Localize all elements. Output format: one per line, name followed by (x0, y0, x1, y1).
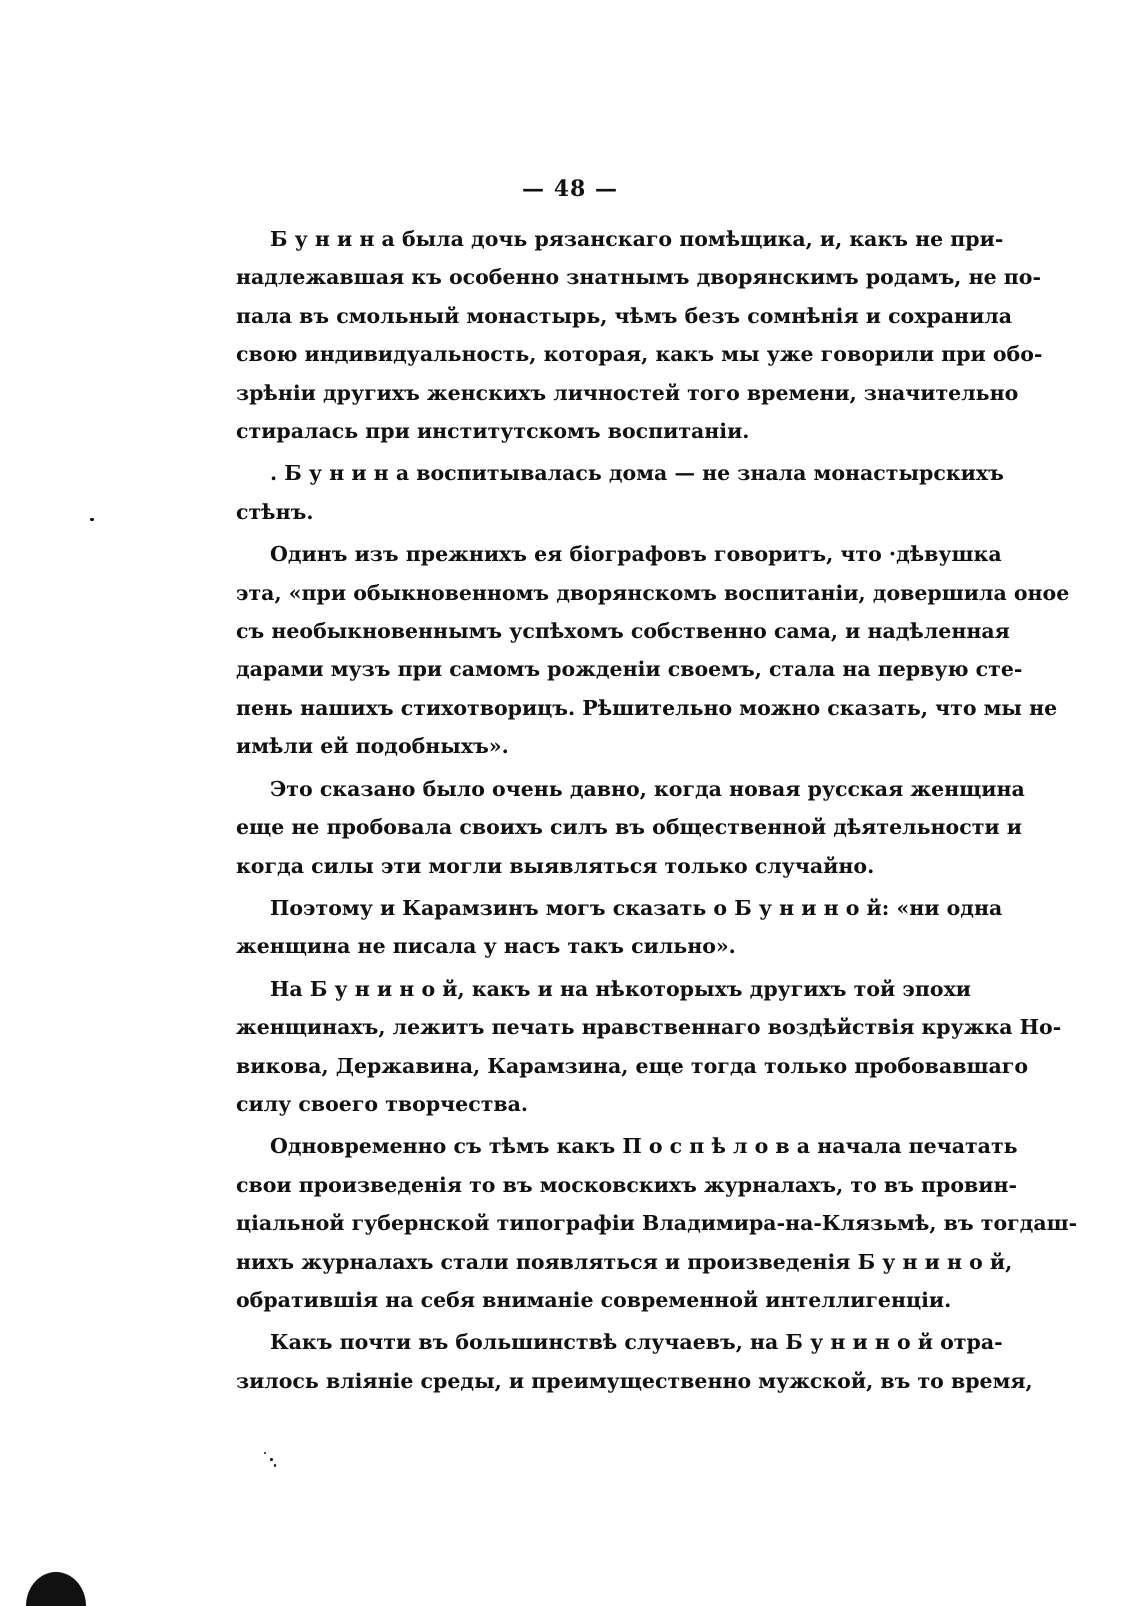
text-line: нихъ журналахъ стали появляться и произведенія Б у н и н о й, (236, 1249, 1013, 1274)
paragraph-4 (236, 770, 1025, 885)
text-line: зрѣніи другихъ женскихъ личностей того времени, значительно (236, 380, 1019, 405)
text-line: съ необыкновеннымъ успѣхомъ собственно сама, и надѣленная (236, 619, 1010, 644)
text-line: женщина не писала у насъ такъ сильно». (236, 934, 736, 959)
text-line: когда силы эти могли выявляться только случайно. (236, 853, 875, 878)
text-line: имѣли ей подобныхъ». (236, 734, 509, 759)
text-line: Поэтому и Карамзинъ могъ сказать о Б у н и н о й: «ни одна (270, 895, 1003, 920)
text-line: Одновременно съ тѣмъ какъ П о с п ѣ л о в а начала печатать (270, 1134, 1018, 1159)
paragraph-5 (236, 889, 1003, 966)
paragraph-6 (236, 970, 1062, 1124)
text-line: пала въ смольный монастырь, чѣмъ безъ сомнѣнія и сохранила (236, 303, 1013, 328)
ink-speck (90, 518, 94, 521)
body-text (236, 220, 1078, 1404)
text-line: . Б у н и н а воспитывалась дома — не знала монастырскихъ (270, 461, 1004, 486)
text-line: надлежавшая къ особенно знатнымъ дворянскимъ родамъ, не по- (236, 265, 1041, 290)
text-line: стиралась при институтскомъ воспитаніи. (236, 419, 750, 444)
text-line: свою индивидуальность, которая, какъ мы уже говорили при обо- (236, 342, 1043, 367)
text-line: викова, Державина, Карамзина, еще тогда только пробовавшаго (236, 1053, 1028, 1078)
text-line: ціальной губернской типографіи Владимира-на-Клязьмѣ, въ тогдаш- (236, 1211, 1078, 1236)
text-line: пень нашихъ стихотворицъ. Рѣшительно можно сказать, что мы не (236, 695, 1058, 720)
text-line: Одинъ изъ прежнихъ ея біографовъ говоритъ, что ·дѣвушка (270, 542, 1002, 567)
page-number: — 48 — (522, 176, 618, 202)
text-line: дарами музъ при самомъ рожденіи своемъ, стала на первую сте- (236, 657, 1023, 682)
paragraph-8 (236, 1323, 1033, 1400)
text-line: На Б у н и н о й, какъ и на нѣкоторыхъ другихъ той эпохи (270, 976, 971, 1001)
text-line: зилось вліяніе среды, и преимущественно мужской, въ то время, (236, 1368, 1033, 1393)
ink-speck (270, 1458, 273, 1461)
text-line: Какъ почти въ большинствѣ случаевъ, на Б у н и н о й отра- (270, 1330, 1003, 1355)
text-line: силу своего творчества. (236, 1091, 529, 1116)
ink-speck (274, 1464, 276, 1467)
paragraph-1 (236, 220, 1043, 450)
text-line: Это сказано было очень давно, когда новая русская женщина (270, 776, 1025, 801)
text-line: еще не пробовала своихъ силъ въ общественной дѣятельности и (236, 815, 1022, 840)
text-line: Б у н и н а была дочь рязанскаго помѣщика, и, какъ не при- (270, 227, 1004, 251)
paragraph-3 (236, 535, 1070, 765)
ink-speck (264, 1452, 266, 1454)
text-line: эта, «при обыкновенномъ дворянскомъ воспитаніи, довершила оное (236, 580, 1070, 605)
paragraph-7 (236, 1127, 1078, 1319)
scan-corner-shadow (26, 1572, 86, 1606)
text-line: обратившія на себя вниманіе современной интеллигенціи. (236, 1287, 952, 1312)
text-line: стѣнъ. (236, 499, 314, 524)
text-line: свои произведенія то въ московскихъ журналахъ, то въ провин- (236, 1172, 1017, 1197)
paragraph-2 (236, 454, 1004, 531)
text-line: женщинахъ, лежитъ печать нравственнаго воздѣйствія кружка Но- (236, 1015, 1062, 1040)
